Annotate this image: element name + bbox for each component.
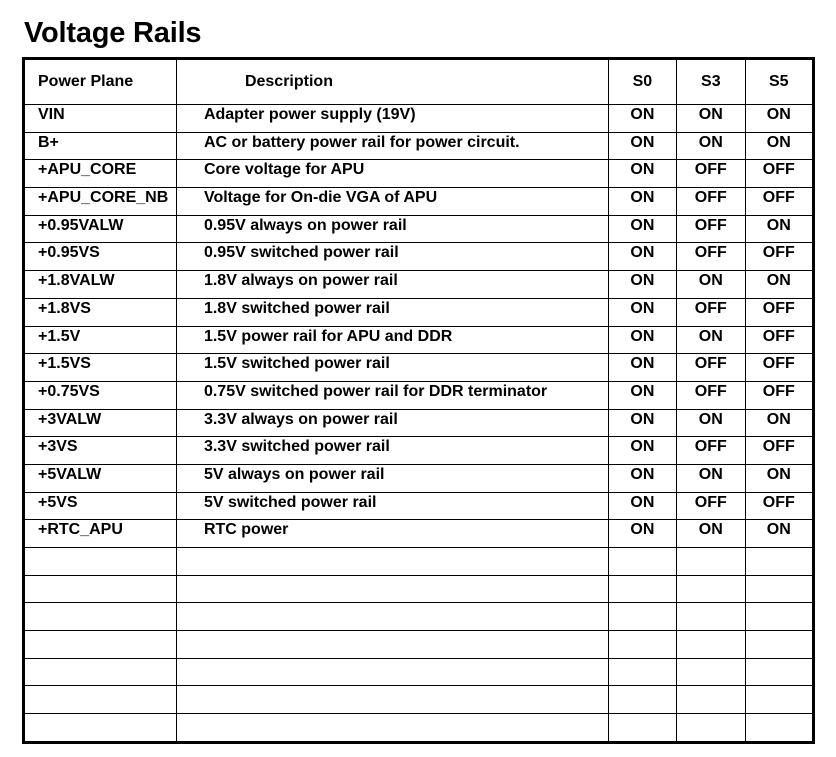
cell-power-plane [24, 631, 177, 659]
cell-s3-state: ON [677, 271, 745, 299]
cell-s0-state: ON [608, 105, 676, 133]
table-row [24, 354, 814, 382]
cell-power-plane: +5VS [24, 492, 177, 520]
cell-s0-state: ON [608, 520, 676, 548]
cell-s0-state [608, 658, 676, 686]
cell-description: 1.8V switched power rail [176, 298, 608, 326]
cell-s5-state: OFF [745, 381, 813, 409]
cell-description [176, 714, 608, 743]
cell-description: 0.95V always on power rail [176, 215, 608, 243]
cell-s5-state [745, 714, 813, 743]
cell-s3-state: OFF [677, 381, 745, 409]
cell-description: Voltage for On-die VGA of APU [176, 188, 608, 216]
empty-table-row [24, 631, 814, 659]
table-row [24, 132, 814, 160]
cell-s5-state [745, 575, 813, 603]
cell-s5-state: OFF [745, 437, 813, 465]
table-row [24, 271, 814, 299]
cell-power-plane: B+ [24, 132, 177, 160]
cell-s3-state: OFF [677, 354, 745, 382]
cell-s0-state: ON [608, 271, 676, 299]
page-title: Voltage Rails [24, 17, 202, 49]
cell-description [176, 603, 608, 631]
empty-table-row [24, 603, 814, 631]
table-row [24, 381, 814, 409]
empty-table-row [24, 548, 814, 576]
cell-description: Core voltage for APU [176, 160, 608, 188]
cell-s5-state: OFF [745, 492, 813, 520]
cell-description [176, 658, 608, 686]
cell-s0-state: ON [608, 437, 676, 465]
cell-s3-state: OFF [677, 160, 745, 188]
cell-s3-state: OFF [677, 188, 745, 216]
table-row [24, 298, 814, 326]
cell-s0-state: ON [608, 409, 676, 437]
cell-s5-state: OFF [745, 243, 813, 271]
table-row [24, 188, 814, 216]
cell-description: 1.8V always on power rail [176, 271, 608, 299]
cell-description: 0.75V switched power rail for DDR terminator [176, 381, 608, 409]
cell-power-plane: VIN [24, 105, 177, 133]
voltage-rails-table [22, 57, 815, 744]
cell-s5-state: ON [745, 520, 813, 548]
cell-s0-state: ON [608, 215, 676, 243]
cell-description: 1.5V power rail for APU and DDR [176, 326, 608, 354]
table-row [24, 105, 814, 133]
table-body [24, 105, 814, 743]
cell-description: 3.3V switched power rail [176, 437, 608, 465]
cell-power-plane [24, 686, 177, 714]
header-s0: S0 [608, 59, 676, 105]
cell-description: 0.95V switched power rail [176, 243, 608, 271]
cell-power-plane: +APU_CORE [24, 160, 177, 188]
empty-table-row [24, 714, 814, 743]
empty-table-row [24, 658, 814, 686]
cell-s0-state: ON [608, 298, 676, 326]
cell-s3-state: OFF [677, 215, 745, 243]
cell-s3-state: ON [677, 105, 745, 133]
cell-s3-state: OFF [677, 298, 745, 326]
cell-description [176, 686, 608, 714]
cell-power-plane: +5VALW [24, 464, 177, 492]
cell-s5-state: OFF [745, 326, 813, 354]
cell-power-plane: +0.75VS [24, 381, 177, 409]
cell-s0-state: ON [608, 464, 676, 492]
header-s5: S5 [745, 59, 813, 105]
cell-description [176, 631, 608, 659]
cell-s3-state: OFF [677, 437, 745, 465]
table-row [24, 409, 814, 437]
header-description: Description [176, 59, 608, 105]
cell-s5-state: ON [745, 464, 813, 492]
cell-s0-state [608, 686, 676, 714]
cell-description: 5V switched power rail [176, 492, 608, 520]
cell-s3-state [677, 686, 745, 714]
cell-s3-state [677, 658, 745, 686]
table-row [24, 437, 814, 465]
cell-s3-state: ON [677, 520, 745, 548]
cell-s0-state: ON [608, 381, 676, 409]
table-row [24, 464, 814, 492]
cell-s0-state: ON [608, 492, 676, 520]
cell-s3-state [677, 575, 745, 603]
cell-description [176, 548, 608, 576]
cell-s3-state [677, 603, 745, 631]
empty-table-row [24, 686, 814, 714]
cell-s3-state: ON [677, 326, 745, 354]
cell-s0-state: ON [608, 243, 676, 271]
cell-s0-state [608, 714, 676, 743]
cell-s3-state [677, 548, 745, 576]
cell-power-plane [24, 575, 177, 603]
cell-power-plane: +APU_CORE_NB [24, 188, 177, 216]
cell-s5-state [745, 603, 813, 631]
cell-description: 3.3V always on power rail [176, 409, 608, 437]
cell-description [176, 575, 608, 603]
cell-s5-state [745, 658, 813, 686]
cell-s0-state: ON [608, 188, 676, 216]
cell-description: 5V always on power rail [176, 464, 608, 492]
cell-s5-state: ON [745, 105, 813, 133]
table-header [24, 59, 814, 105]
header-s3: S3 [677, 59, 745, 105]
cell-s0-state: ON [608, 160, 676, 188]
cell-power-plane [24, 658, 177, 686]
cell-description: 1.5V switched power rail [176, 354, 608, 382]
empty-table-row [24, 575, 814, 603]
cell-description: AC or battery power rail for power circuit. [176, 132, 608, 160]
cell-s5-state: ON [745, 409, 813, 437]
cell-s5-state [745, 686, 813, 714]
cell-s5-state: ON [745, 132, 813, 160]
cell-s5-state [745, 548, 813, 576]
cell-s0-state [608, 548, 676, 576]
cell-s3-state: ON [677, 464, 745, 492]
cell-s0-state: ON [608, 132, 676, 160]
cell-power-plane [24, 603, 177, 631]
table-row [24, 215, 814, 243]
cell-s0-state: ON [608, 354, 676, 382]
cell-s0-state [608, 575, 676, 603]
cell-s3-state [677, 714, 745, 743]
cell-power-plane: +0.95VALW [24, 215, 177, 243]
table-row [24, 243, 814, 271]
cell-power-plane: +0.95VS [24, 243, 177, 271]
cell-s0-state [608, 603, 676, 631]
cell-s5-state: OFF [745, 354, 813, 382]
cell-s5-state: OFF [745, 160, 813, 188]
cell-power-plane: +1.8VS [24, 298, 177, 326]
cell-s5-state [745, 631, 813, 659]
cell-s3-state: OFF [677, 243, 745, 271]
cell-power-plane: +RTC_APU [24, 520, 177, 548]
cell-s3-state: ON [677, 132, 745, 160]
cell-power-plane: +3VS [24, 437, 177, 465]
table-row [24, 326, 814, 354]
cell-s3-state: OFF [677, 492, 745, 520]
cell-description: Adapter power supply (19V) [176, 105, 608, 133]
cell-power-plane [24, 548, 177, 576]
cell-s3-state [677, 631, 745, 659]
cell-s5-state: ON [745, 271, 813, 299]
table-row [24, 520, 814, 548]
cell-power-plane: +1.8VALW [24, 271, 177, 299]
cell-power-plane [24, 714, 177, 743]
cell-power-plane: +1.5VS [24, 354, 177, 382]
cell-s0-state [608, 631, 676, 659]
cell-s3-state: ON [677, 409, 745, 437]
table-row [24, 160, 814, 188]
cell-s0-state: ON [608, 326, 676, 354]
cell-s5-state: ON [745, 215, 813, 243]
cell-s5-state: OFF [745, 298, 813, 326]
cell-s5-state: OFF [745, 188, 813, 216]
table-row [24, 492, 814, 520]
cell-power-plane: +3VALW [24, 409, 177, 437]
cell-description: RTC power [176, 520, 608, 548]
header-row [24, 59, 814, 105]
header-power-plane: Power Plane [24, 59, 177, 105]
cell-power-plane: +1.5V [24, 326, 177, 354]
